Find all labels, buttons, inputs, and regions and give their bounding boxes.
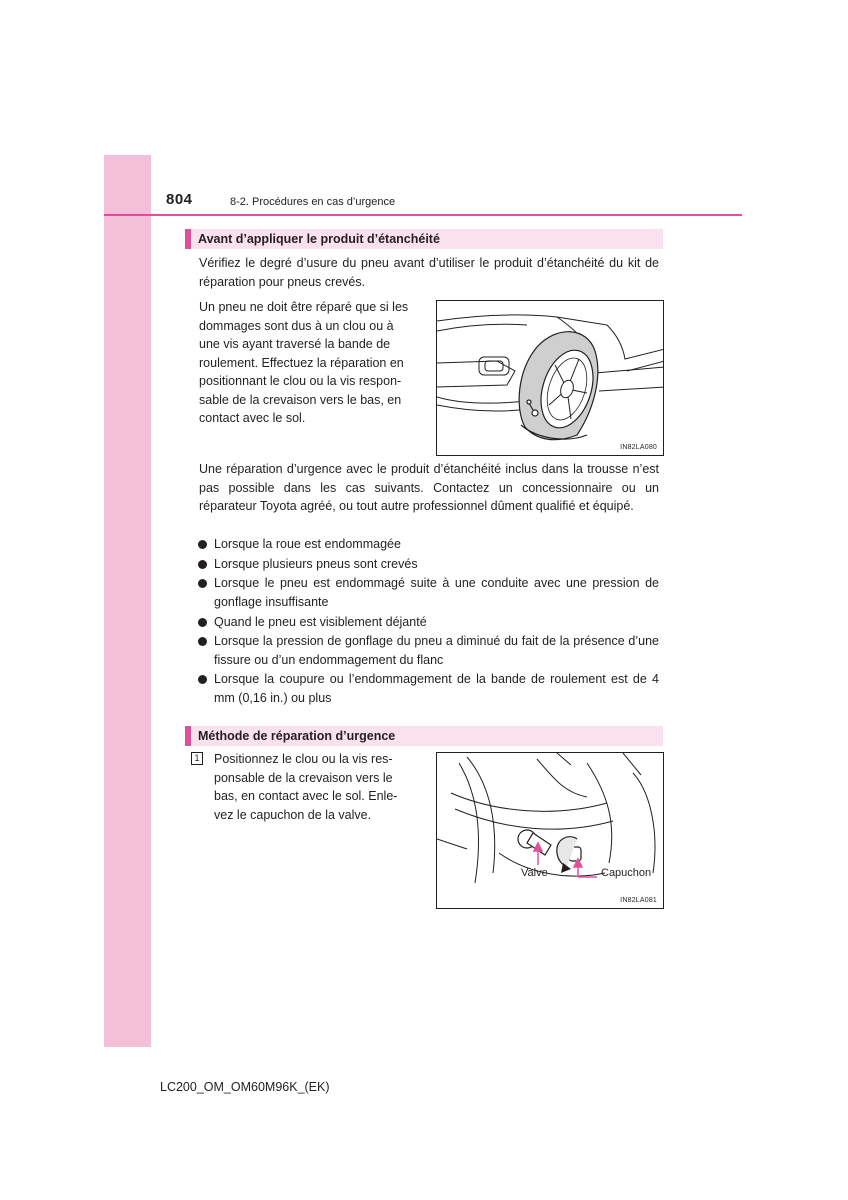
nail-line: contact avec le sol. [199,411,306,425]
list-item-text: Lorsque la coupure ou l’endommagement de la bande de roulement est de 4 mm (0,16 in.) ou plus [214,672,659,705]
list-item-text: Quand le pneu est visiblement déjanté [214,614,427,629]
bullet-icon [198,560,207,569]
list-item-text: Lorsque le pneu est endommagé suite à une conduite avec une pression de gonflage insuffisante [214,576,659,609]
header-divider [104,214,742,216]
step-1-paragraph [214,750,424,824]
flat-tire-figure [436,300,664,456]
step-number-badge: 1 [191,752,203,765]
side-tab-band [104,155,151,1047]
figure-code: IN82LA080 [620,444,657,451]
nail-line: positionnant le clou ou la vis respon- [199,374,402,388]
list-item [197,535,659,554]
exclusion-list [197,535,659,709]
valve-label: Valve [521,867,548,879]
section-title-before-sealant: Avant d’appliquer le produit d’étanchéité [185,229,663,249]
list-item [197,574,659,611]
step-line: vez le capuchon de la valve. [214,807,372,822]
nail-line: une vis ayant traversé la bande de [199,337,391,351]
flat-tire-illustration [437,301,664,456]
cap-label: Capuchon [601,867,652,879]
list-item [197,555,659,574]
bullet-icon [198,540,207,549]
figure-code: IN82LA081 [620,897,657,904]
step-line: bas, en contact avec le sol. Enle- [214,789,398,803]
not-possible-paragraph: Une réparation d’urgence avec le produit d’étanchéité inclus dans la trousse n’est pas possible dans les cas suivants. Contactez un concessionnaire ou un réparateur Toyota agréé, ou tout autre professionnel dûment qualifié et équipé. [199,462,659,513]
valve-cap-figure [436,752,664,909]
nail-line: Un pneu ne doit être réparé que si les [199,300,409,314]
page-number: 804 [166,191,193,208]
step-line: Positionnez le clou ou la vis res- [214,752,393,766]
intro-paragraph: Vérifiez le degré d’usure du pneu avant d’utiliser le produit d’étanchéité du kit de réparation pour pneus crevés. [199,256,659,289]
list-item-text: Lorsque la roue est endommagée [214,537,401,551]
bullet-icon [198,579,207,588]
nail-line: roulement. Effectuez la réparation en [199,355,404,370]
list-item [197,632,659,669]
section-title-repair-method: Méthode de réparation d’urgence [185,726,663,746]
list-item-text: Lorsque la pression de gonflage du pneu a diminué du fait de la présence d’une fissure ou d’un endommagement du flanc [214,634,659,667]
bullet-icon [198,637,207,646]
bullet-icon [198,675,207,684]
step-line: ponsable de la crevaison vers le [214,770,393,785]
nail-line: sable de la crevaison vers le bas, en [199,392,402,407]
breadcrumb: 8-2. Procédures en cas d’urgence [230,196,396,208]
list-item-text: Lorsque plusieurs pneus sont crevés [214,556,418,571]
nail-paragraph [199,298,424,428]
bullet-icon [198,618,207,627]
nail-line: dommages sont dus à un clou ou à [199,318,394,333]
valve-cap-illustration [437,753,664,909]
list-item [197,613,659,632]
document-code: LC200_OM_OM60M96K_(EK) [160,1080,330,1094]
list-item [197,670,659,707]
